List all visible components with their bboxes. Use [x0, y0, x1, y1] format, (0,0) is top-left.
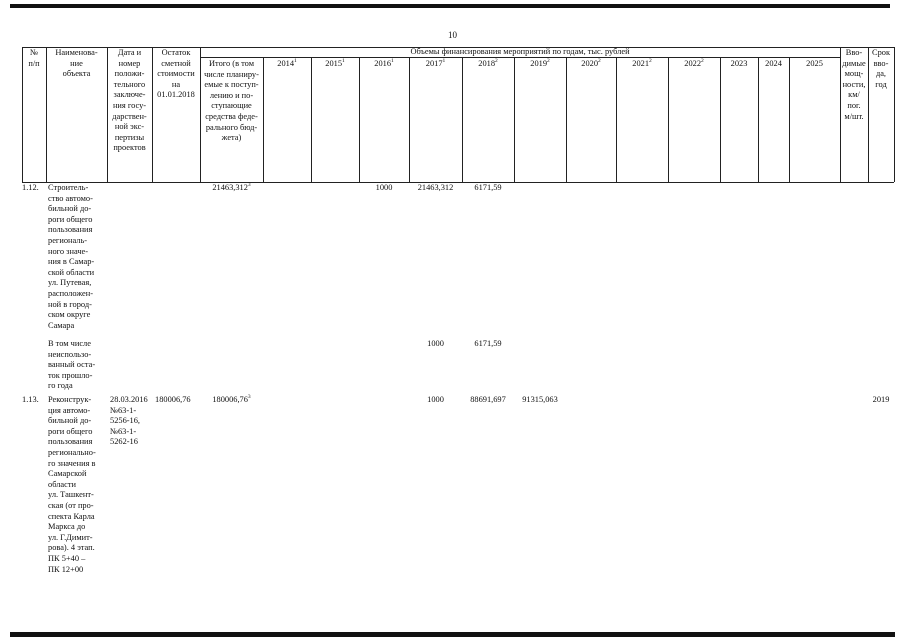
row-1-13-2017: 1000 [427, 395, 444, 404]
header-year-2014: 2014$^1$ [277, 58, 297, 68]
header-col-capacity: Вво- димые мощ- ности, км/ пог. м/шт. [842, 48, 866, 121]
header-col-deadline: Срок вво- да, год [871, 48, 891, 89]
row-1-13-expertise-date: 28.03.2016 №63-1- 5256-16, №63-1- 5262-16 [110, 395, 148, 447]
row-1-12-sub-2017: 1000 [427, 339, 444, 348]
header-year-2023: 2023 [730, 59, 748, 68]
header-col-number: № п/п [28, 48, 40, 68]
row-1-13-2018: 88691,697 [470, 395, 506, 404]
header-funding-group: Объемы финансирования мероприятий по годам, тыс. рублей [410, 47, 630, 56]
header-year-2022: 2022$^2$ [684, 58, 704, 68]
row-1-12-2017: 21463,312 [417, 183, 454, 192]
row-1-12-sub-name: В том числе неиспользо- ванный оста- ток прошло- го года [48, 339, 96, 391]
row-1-13-number: 1.13. [22, 395, 39, 404]
header-col-total: Итого (в том числе планиру- емые к поступ- лению и по- ступающие средства феде- рального бюд- жета) [204, 59, 259, 143]
row-1-13-object-name: Реконструк- ция автомо- бильной до- роги общего пользования регионально- го значения в Самарской области ул. Ташкент- ская (от про- спекта Карла Маркса до ул. Г.Димит- рова). 4 этап. ПК 5+40 – ПК 12+00 [48, 395, 96, 574]
row-1-13-total: 180006,76$^3$ [212, 394, 251, 404]
row-1-12-sub-2018: 6171,59 [474, 339, 502, 348]
header-year-2018: 2018$^2$ [478, 58, 498, 68]
header-year-2024: 2024 [765, 59, 782, 68]
header-col-object-name: Наименова- ние объекта [55, 48, 98, 79]
header-year-2017: 2017$^1$ [425, 58, 446, 68]
header-col-expertise-date: Дата и номер положи- тельного заключе- ния госу- дарствен- ной экс- пертизы проектов [112, 48, 147, 153]
header-year-2020: 2020$^2$ [581, 58, 601, 68]
row-1-13-deadline: 2019 [872, 395, 890, 404]
row-1-12-2016: 1000 [375, 183, 393, 192]
bottom-border-bar [10, 632, 895, 637]
row-1-12-number: 1.12. [22, 183, 39, 192]
header-year-2021: 2021$^2$ [632, 58, 652, 68]
row-1-12-2018: 6171,59 [474, 183, 502, 192]
header-year-2016: 2016$^1$ [374, 58, 394, 68]
page-number: 10 [448, 30, 457, 40]
row-1-12-total: 21463,312$^3$ [212, 182, 251, 192]
header-year-2019: 2019$^2$ [530, 58, 550, 68]
row-1-13-2019: 91315,063 [522, 395, 558, 404]
header-year-2015: 2015$^1$ [325, 58, 345, 68]
row-1-12-object-name: Строитель- ство автомо- бильной до- роги общего пользования региональ- ного значе- ния в Самар- ской области ул. Путевая, расположен- ной в город- ском округе Самара [48, 183, 95, 330]
row-1-13-balance: 180006,76 [155, 395, 191, 404]
top-border-bar [10, 4, 890, 8]
header-year-2025: 2025 [806, 59, 823, 68]
header-col-balance: Остаток сметной стоимости на 01.01.2018 [157, 48, 195, 100]
